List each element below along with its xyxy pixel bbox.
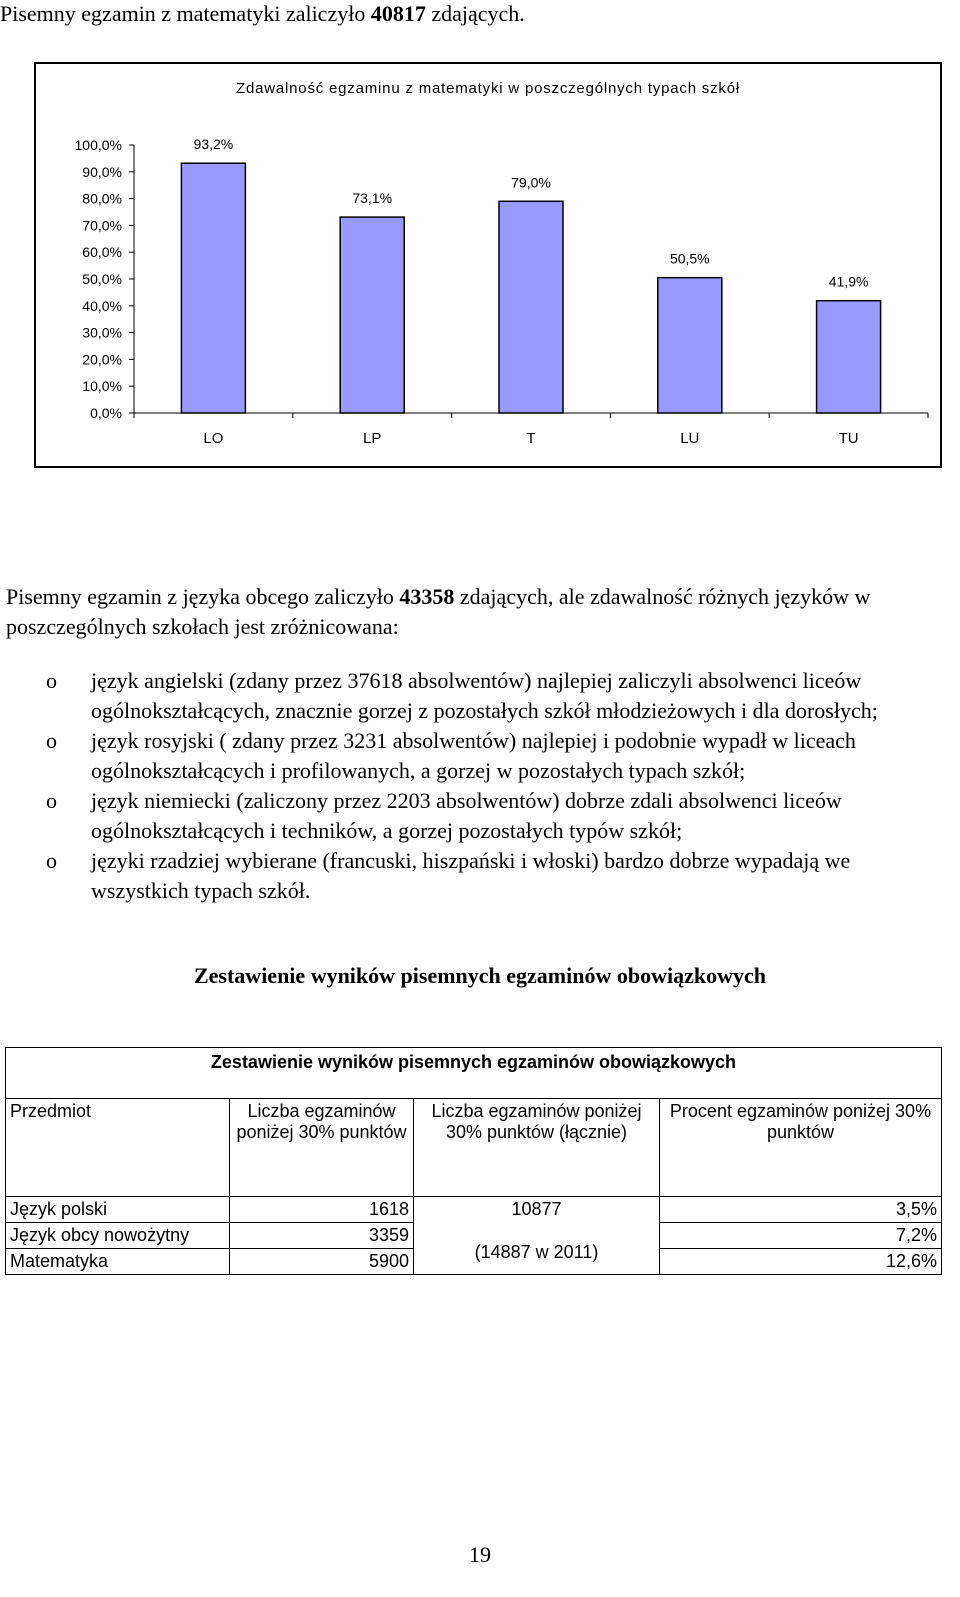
bar [181,163,245,413]
bar [658,278,722,413]
table-caption: Zestawienie wyników pisemnych egzaminów obowiązkowych [6,1048,942,1099]
y-tick-label: 100,0% [74,137,122,153]
y-tick-label: 90,0% [82,163,122,180]
cell-percent: 12,6% [660,1249,942,1275]
paragraph-text-before: Pisemny egzamin z języka obcego zaliczyło [6,584,400,609]
y-tick-label: 10,0% [82,378,122,395]
bullet-marker: o [46,728,57,753]
header-total: Liczba egzaminów poniżej 30% punktów (łącznie) [414,1099,660,1197]
table-caption-row [6,1048,942,1099]
bar [340,217,404,413]
bar-value-label: 93,2% [193,136,234,153]
bar [499,201,563,413]
language-bullet-list [0,666,940,906]
cell-count: 5900 [230,1249,414,1275]
cell-subject: Język obcy nowożytny [6,1223,230,1249]
bar-value-label: 73,1% [352,190,393,207]
bullet-item [0,666,940,726]
y-tick-label: 60,0% [82,244,122,261]
bullet-marker: o [46,668,57,693]
paragraph-count: 43358 [399,584,455,609]
bullet-item [0,726,940,786]
cell-subject: Język polski [6,1197,230,1223]
language-paragraph [6,582,946,642]
bullet-marker: o [46,788,57,813]
intro-count: 40817 [370,1,426,26]
page-number: 19 [469,1542,491,1567]
results-table [5,1047,942,1275]
paragraph-text-after: zdających, ale zdawalność różnych języków w poszczególnych szkołach jest zróżnicowana: [6,584,871,639]
bullet-text: język rosyjski ( zdany przez 3231 absolwentów) najlepiej i podobnie wypadł w liceach ogólnokształcących i profilowanych, a gorzej w pozostałych typach szkół; [91,728,856,783]
x-category-label: T [526,430,536,447]
x-category-label: LP [363,430,382,447]
total-value: 10877 [511,1199,562,1219]
intro-text-after: zdających. [425,1,525,26]
section-title: Zestawienie wyników pisemnych egzaminów obowiązkowych [193,963,766,988]
bar-value-label: 79,0% [511,174,551,191]
header-count: Liczba egzaminów poniżej 30% punktów [230,1099,414,1197]
cell-count: 3359 [230,1223,414,1249]
intro-line [0,0,525,28]
header-percent: Procent egzaminów poniżej 30% punktów [660,1099,942,1197]
bar [817,301,881,413]
bullet-item [0,786,940,846]
y-tick-label: 80,0% [82,190,122,207]
bullet-item [0,846,940,906]
chart-title: Zdawalność egzaminu z matematyki w poszczególnych typach szkół [236,80,740,97]
y-tick-label: 20,0% [82,351,122,368]
bar-value-label: 41,9% [828,273,869,290]
bullet-text: język angielski (zdany przez 37618 absolwentów) najlepiej zaliczyli absolwenci liceów ogólnokształcących, znacznie gorzej z pozostałych szkół młodzieżowych i dla dorosłych; [91,668,878,723]
bar-value-label: 50,5% [669,250,710,267]
table-row [6,1197,942,1223]
cell-percent: 7,2% [660,1223,942,1249]
header-subject: Przedmiot [6,1099,230,1197]
x-category-label: LU [680,430,700,447]
cell-total [414,1197,660,1275]
y-tick-label: 50,0% [82,271,122,287]
bar-chart [36,64,940,466]
chart-frame [34,62,942,468]
cell-count: 1618 [230,1197,414,1223]
bullet-text: język niemiecki (zaliczony przez 2203 absolwentów) dobrze zdali absolwenci liceów ogólnokształcących i techników, a gorzej pozostałych typów szkół; [91,788,842,843]
y-tick-label: 40,0% [82,297,122,314]
x-category-label: LO [203,430,224,447]
table-header-row [6,1099,942,1197]
intro-text-before: Pisemny egzamin z matematyki zaliczyło [0,1,371,26]
bullet-text: języki rzadziej wybierane (francuski, hiszpański i włoski) bardzo dobrze wypadają we wszystkich typach szkół. [91,848,851,903]
y-tick-label: 30,0% [82,324,122,341]
x-category-label: TU [838,430,859,447]
cell-subject: Matematyka [6,1249,230,1275]
y-tick-label: 70,0% [82,217,122,234]
y-tick-label: 0,0% [90,405,122,421]
total-previous: (14887 w 2011) [474,1242,599,1262]
bullet-marker: o [46,848,57,873]
cell-percent: 3,5% [660,1197,942,1223]
